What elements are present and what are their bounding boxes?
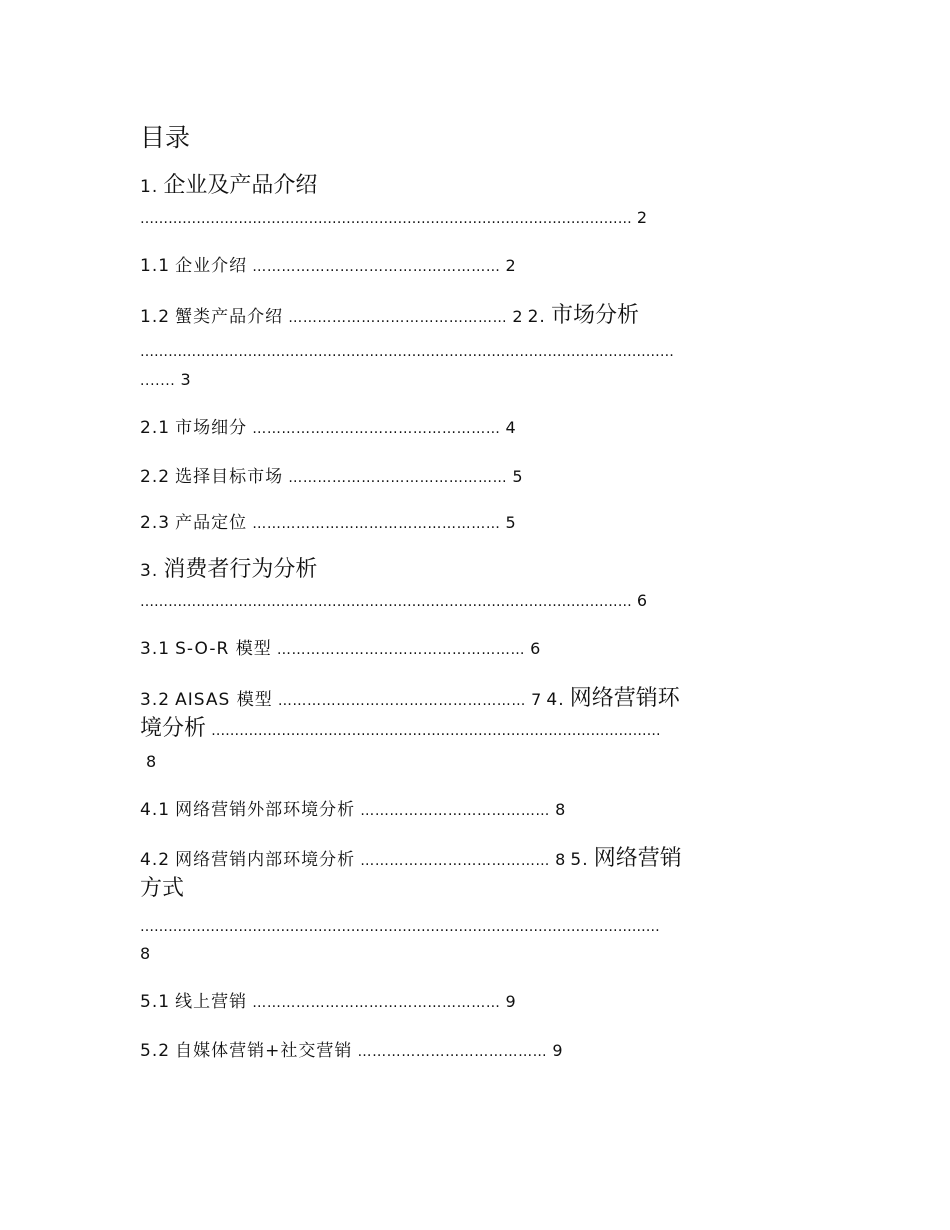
toc-number: 5. bbox=[570, 850, 589, 870]
toc-heading: 市场分析 bbox=[550, 303, 639, 328]
toc-page-number: 4 bbox=[505, 418, 516, 437]
toc-entry-1-2[interactable] bbox=[140, 305, 639, 327]
toc-heading: S-O-R 模型 bbox=[175, 639, 272, 659]
toc-heading: AISAS 模型 bbox=[175, 690, 273, 710]
toc-leader-dots: …………………………………………………………………………………………… bbox=[140, 211, 632, 227]
toc-page-number: 8 bbox=[555, 850, 566, 869]
toc-heading: 自媒体营销+社交营销 bbox=[175, 1041, 353, 1061]
toc-number: 1. bbox=[140, 177, 159, 197]
toc-leader-dots: ………………………………………………………………………………………………… bbox=[140, 919, 660, 935]
toc-leader-dots: …………………………………………… bbox=[277, 693, 527, 709]
toc-number: 3.2 bbox=[140, 690, 171, 710]
toc-heading: 市场细分 bbox=[175, 418, 248, 438]
toc-leader-dots: ……………………………………… bbox=[288, 310, 508, 326]
toc-leader-dots: ………………………………… bbox=[360, 853, 551, 869]
toc-number: 4.1 bbox=[140, 800, 171, 820]
toc-heading: 境分析 bbox=[140, 716, 207, 741]
toc-number: 3.1 bbox=[140, 639, 171, 659]
toc-entry-2-3[interactable] bbox=[140, 515, 516, 532]
toc-page-row bbox=[146, 754, 156, 770]
toc-leader-dots: …………………………………………………………………………………… bbox=[211, 723, 661, 739]
toc-heading: 方式 bbox=[140, 876, 185, 901]
toc-heading: 消费者行为分析 bbox=[163, 557, 318, 582]
toc-number: 2. bbox=[527, 307, 546, 327]
toc-entry-3[interactable] bbox=[140, 559, 317, 581]
toc-entry-3-1[interactable] bbox=[140, 641, 540, 658]
toc-leader-dots: …………………………………………………………………………………………… bbox=[140, 594, 632, 610]
toc-leader-dots: …………………………………………… bbox=[252, 421, 501, 437]
toc-page-number: 8 bbox=[140, 944, 151, 963]
toc-heading: 网络营销内部环境分析 bbox=[175, 850, 356, 870]
toc-entry-5-cont[interactable] bbox=[140, 878, 184, 900]
toc-number: 4.2 bbox=[140, 850, 171, 870]
toc-entry-1-1[interactable] bbox=[140, 258, 516, 275]
toc-number: 1.2 bbox=[140, 307, 171, 327]
toc-leader-row bbox=[140, 372, 191, 388]
toc-heading: 选择目标市场 bbox=[175, 467, 284, 487]
toc-entry-5-1[interactable] bbox=[140, 994, 516, 1011]
toc-heading: 企业及产品介绍 bbox=[163, 173, 318, 198]
toc-entry-1[interactable] bbox=[140, 175, 317, 197]
toc-page-number: 6 bbox=[530, 639, 541, 658]
toc-leader-dots: ……………………………………… bbox=[288, 470, 508, 486]
toc-leader-dots: ………………………………… bbox=[357, 1044, 548, 1060]
toc-number: 1.1 bbox=[140, 256, 171, 276]
toc-number: 5.2 bbox=[140, 1041, 171, 1061]
toc-number: 2.2 bbox=[140, 467, 171, 487]
toc-leader-row bbox=[140, 918, 660, 934]
toc-page-number: 2 bbox=[636, 208, 648, 227]
toc-page-number: 7 bbox=[531, 690, 542, 709]
toc-heading: 企业介绍 bbox=[175, 256, 248, 276]
toc-entry-5-2[interactable] bbox=[140, 1043, 563, 1060]
toc-heading: 网络营销外部环境分析 bbox=[175, 800, 356, 820]
toc-entry-4-cont[interactable] bbox=[140, 718, 661, 740]
toc-page-number: 2 bbox=[512, 307, 523, 326]
toc-title: 目录 bbox=[140, 123, 191, 152]
toc-number: 5.1 bbox=[140, 992, 171, 1012]
toc-leader-dots: …………………………………………… bbox=[252, 995, 501, 1011]
toc-entry-3-2[interactable] bbox=[140, 688, 680, 710]
toc-page-number: 8 bbox=[146, 752, 157, 771]
toc-page-number: 9 bbox=[552, 1041, 563, 1060]
toc-leader-dots: …………………………………………… bbox=[252, 516, 501, 532]
toc-heading: 线上营销 bbox=[175, 992, 248, 1012]
toc-page-row bbox=[140, 946, 150, 962]
toc-heading: 网络营销 bbox=[593, 846, 682, 871]
toc-page-number: 5 bbox=[505, 513, 516, 532]
toc-heading: 产品定位 bbox=[175, 513, 248, 533]
toc-page-number: 8 bbox=[555, 800, 566, 819]
toc-leader-dots: …………………………………………… bbox=[276, 642, 526, 658]
toc-leader-row bbox=[140, 343, 674, 359]
toc-page-number: 5 bbox=[512, 467, 523, 486]
toc-number: 2.3 bbox=[140, 513, 171, 533]
toc-entry-2-1[interactable] bbox=[140, 420, 516, 437]
toc-leader-dots: ....... bbox=[140, 373, 176, 389]
toc-number: 3. bbox=[140, 561, 159, 581]
toc-page-number: 2 bbox=[505, 256, 516, 275]
toc-entry-4-1[interactable] bbox=[140, 802, 565, 819]
toc-number: 4. bbox=[546, 690, 565, 710]
toc-leader-dots: …………………………………………… bbox=[252, 259, 501, 275]
toc-heading: 网络营销环 bbox=[569, 686, 680, 711]
toc-leader-dots: ………………………………… bbox=[360, 803, 551, 819]
toc-page-number: 6 bbox=[636, 591, 648, 610]
toc-page-number: 9 bbox=[505, 992, 516, 1011]
toc-page-number: 3 bbox=[180, 370, 191, 389]
toc-leader-dots: …………………………………………………………………………………………………… bbox=[140, 344, 674, 360]
toc-number: 2.1 bbox=[140, 418, 171, 438]
toc-entry-2-2[interactable] bbox=[140, 469, 523, 486]
toc-leader-row bbox=[140, 593, 647, 609]
toc-leader-row bbox=[140, 210, 647, 226]
toc-heading: 蟹类产品介绍 bbox=[175, 307, 284, 327]
toc-entry-4-2[interactable] bbox=[140, 848, 682, 870]
